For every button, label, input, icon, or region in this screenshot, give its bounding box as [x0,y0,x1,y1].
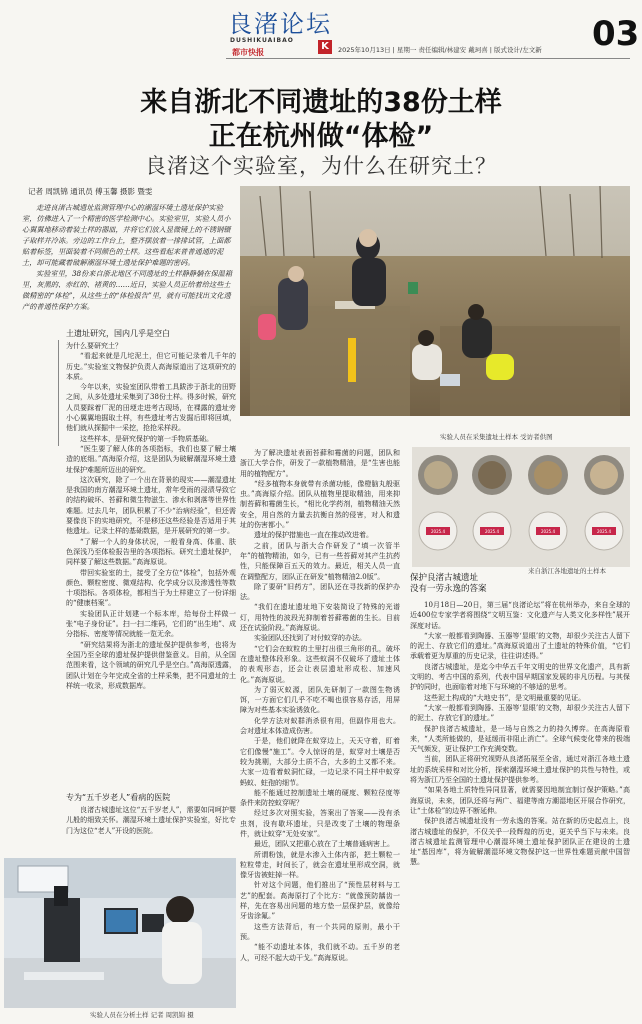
section-1-question: 为什么要研究土？ [66,342,122,350]
lead-paragraph [22,202,234,334]
mid-p5: 除了要研“旧药方”，团队还在寻找新的保护办法。 [240,582,400,602]
byline: 记者 周凯锦 通讯员 傅玉馨 摄影 暨雯 [28,187,153,196]
mid-p9: 为了弱灭蚁源，团队先研制了一款图生物诱饵，一方面它们几乎不吃不喝也很容易存活，用屏障为对些基本实验诱敛化。 [240,685,400,715]
mid-p16: 针对这个问题，他们推出了“预性层材料与工艺”的配套。高海原打了个比方：“就像预防龋齿一样，先在容易出问题的地方垫一层保护层，就像给牙齿涂氟。” [240,881,400,921]
section-3-body [410,600,630,1020]
section-2-heading: 专为“五千岁老人”看病的医院 [66,793,171,802]
caption-photo-samples: 来自浙江各地遗址的土样本 [528,567,606,575]
subheadline: 良渚这个实验室，为什么在研究土？ [145,154,497,178]
s1-p3: 这些样本，是研究保护的第一手物质基础。 [80,434,213,443]
newspaper-logo: K [318,40,332,54]
masthead-title: 良渚论坛 [228,10,332,38]
mid-p8: “它们会在蚁粒的土里打出很三角形的孔，破坏在遗址整体段形象。这些蚁洞不仅破坏了遗址土体的表观形态，还会让表层遗址形成松、加速风化。”高海原说。 [240,644,400,684]
s1-p8: 实验团队正计划建一个标本库，给每份土样做一张“电子身份证”。扫一扫二维码，它们的“出生地”、成分指标、密度等情况就能一览无余。 [66,609,236,639]
sample-label: 2025.4 [597,529,611,534]
mid-p18: “能不动遗址本体，我们就不动。五千岁的老人，可经不起大动干戈。”高海原说。 [240,943,400,962]
sample-label: 2025.4 [541,529,555,534]
s3-p8: “如果各地土质特性异同显著，就需要因地制宜制订保护策略。”高海原说，未来，团队还将与两广、福建等南方潮湿地区开展合作研究，让“土体检”的边界不断延伸。 [410,786,630,815]
mid-p3: 遗址的保护措施也一直在推动改进着。 [254,531,373,540]
mid-p7: 实验团队还找到了对付蚁穿的办法。 [254,634,366,643]
photo-soil-samples [412,447,630,567]
mid-p14: 最近，团队又把重心放在了土壤普通病害上。 [254,840,394,849]
caption-photo-top: 实验人员在采集遗址土样本 受访者供图 [440,433,553,441]
s1-p9: “研究结果将为浙北的遗址保护提供参考，也将为全国乃至全球的遗址保护提供借鉴意义。目前，从全国范围来看，这个领域的研究几乎是空白。”高海原透露，团队计划在今年完成全省的土样采集，把不同遗址的土样统一收录，形成数据库。 [66,640,236,690]
mid-p1: 为了解决遗址表面苔藓和霉菌的问题，团队和浙江大学合作，研发了一款植物精油，是“生害也能用的植物配方”。 [240,449,400,478]
s3-p9: 保护良渚古城遗址没有一劳永逸的答案。站在新的历史起点上，良渚古城遗址的保护，不仅关乎一段辉煌的历史，更关乎当下与未来。良渚古城遗址监测管理中心潮湿环境土遗址保护团队正在建设的土遗址“基因库”，将为破解潮湿环境文物保护这一世界性难题贡献中国智慧。 [410,817,630,867]
masthead-pinyin: DUSHIKUAIBAO [230,37,294,44]
s1-p1: “看起来就是几坨泥土，但它可能记录着几千年的历史。”实验室文物保护负责人高海原道出了这项研究的本质。 [66,352,236,381]
headline-line-1: 来自浙北不同遗址的38份土样 [140,87,502,118]
column-rule [58,340,59,446]
mid-p17: 这些方法背后，有一个共同的原则，最小干预。 [240,922,400,941]
lead-p2: 实验室里，38份来自浙北地区不同遗址的土样静静躺在保温箱里，灰黑的、赤红的、褚黄的……近日，实验人员正给着给这些土做精密的“体检”，从这些土的“体检报告”里，就有可能找出文化遗产的普通性保护方案。 [22,269,233,311]
s3-p4: 这些泥土构成的“大地史书”，是文明最重要的见证。 [424,693,586,702]
s3-p3: 良渚古城遗址，是迄今中华五千年文明史的世界文化遗产，具有新文明的、考古中国的系列，代表中国早期国家发展的非凡历程。与其保护的同时，也面临着对地下与环境的不够适的思考。 [410,662,630,692]
s3-p1: 10月18日—20日，第三届“良渚论坛”将在杭州举办，来自全球的近400位专家学者将围绕“文明互鉴：文化遗产与人类文化多样性”展开深度对话。 [410,601,630,630]
middle-column-body [240,448,400,1020]
mid-p10: 化学方法对蚁群消杀很有用，但副作用也大。会对遗址本体造成伤害。 [240,716,400,736]
mid-p4: 之前，团队与浙大合作研发了“填一次管半年”的植物精油，如今，已有一些苔藓对其产生抗药性，只能保障百五天的效力。最近，相关人员一直在调整配方，团队正在研发“植物精油2.0版”。 [240,541,400,581]
section-1-body [66,341,236,725]
masthead-rule [226,58,630,59]
caption-photo-lab: 实验人员在分析土样 记者 周凯锦 摄 [90,1011,194,1019]
page-number: 03 [592,14,640,54]
mid-p13: 经过多次对照实验，答案出了答案——没有杀虫剂，没有歇坏遗址，只是改变了土壤的物理条件，就让蚁穿“无处安家”。 [240,809,400,838]
section-1-heading: 土遗址研究，国内几乎是空白 [66,329,170,338]
mid-p2: “经多植物本身就带有杀菌功能，像橙脑丸般驱虫。”高海原介绍。团队从植物里提取精油，用来抑制苔藓和霉菌生长，“相比化学药剂，植物精油天然安全，用自然的力量去抗衡自然的侵害，对人和遗址的伤害都小。” [240,479,400,530]
s1-p6: “了解一个人的身体状况，一般看身高、体重、肤色深浅乃至体检报告里的各项指标。研究土遗址保护，同样要了解这些数据。”高海原说。 [66,537,236,567]
s1-p4: “医生要了解人体的各项指标，我们也要了解土壤造的底细。”高海原介绍，这是团队为破解潮湿环境土遗址保护难题所迈出的研究。 [66,444,236,474]
masthead-sub: 都市快报 [232,48,264,57]
s3-p5: “大家一般都看到陶器、玉器等‘显眼’的文物，却很少关注古人留下的泥土、存放它们的遗址。” [410,703,630,723]
s1-p2: 今年以来，实验室团队带着工具跋涉于浙北的田野之间，从多处遗址采集到了38份土样。得多时候，研究人员要踩着厂泥的田埂走进考古现场，在裸露的遗址旁小心翼翼地掘取土样，有些遗址考古发掘后即将回填，他们就从探掘中一采挖，抢抢采样段。 [66,383,236,433]
mid-p11: 于是，他们就降在蚁穿边上，天天守着，盯着它们像慢“施工”。令人惊讶的是，蚁穿对土壤是否较为挑剔，大部分土质不合，大多的土又都不来。大家一边看着蚁洞忙碌，一边记录不同土样中蚁穿蚂蚁、蛀孢的细节。 [240,737,400,787]
photo-field-sampling [240,186,630,430]
mid-p15: 所谓粉蚀，就是水渗入土体内部，把土颗粒一粒粒带走，时间长了，就会在遗址里形成空洞，就像牙齿被蛀掉一样。 [240,850,400,880]
lead-p1: 走进良渚古城遗址监测管理中心的潮湿环境土遗址保护实验室，仿佛进入了一个精密的医学检测中心。实验室里，实验人员小心翼翼地移动着装土样的器皿，并将它们放入显微镜上的不锈钢镊子取样并冷冻。旁边的工作台上，整齐摆放着一排排试管，上面都贴着标签，里面装着不同颜色的土样。这些看起来普普通通的泥土，却可能藏着破解潮湿环境土遗址保护难题的密码。 [22,203,231,267]
s3-p7: 当前，团队正将研究视野从良渚拓展至全省，通过对浙江各地土遗址的系统采样和对比分析，探索潮湿环境土遗址保护的共性与特性，或将为浙江乃至全国的土遗址保护提供参考。 [410,755,630,785]
mid-p12: 能不能通过控制遗址土壤的硬度、颗粒径度等条件来防控蚁穿呢？ [240,788,400,808]
s1-p5: 这次研究，除了一个出在背景的现实——潮湿遗址是我国的南方潮湿环境土遗址，常年受雨的浸渍导致它的结构破坏、苔藓和微生物滋生、渗水和剥落等世界性难题。过去几年，团队积累了不少“治病经验”，但还需要像良下的实地研究，不是移还这些经验是否适用于其他遗址。记录土样的基础数据，是开展研究的第一步。 [66,475,236,536]
section-3-heading: 保护良渚古城遗址 没有一劳永逸的答案 [410,573,487,594]
section-2-body [66,805,236,853]
masthead-date-line: 2025年10月13日 | 星期一 责任编辑/林建安 戴珂喜 | 版式设计/左文新 [338,46,542,54]
s3-p6: 保护良渚古城遗址，是一场与自然之力的持久博弈。在高海原看来，“人类所能做的，是延缓而非阻止消亡”。全球气候变化带来的极端天气频发，更让保护工作充满变数。 [410,724,630,754]
mid-p6: “我们在遗址遗址地下安装简设了特殊的光谱灯，用特性的波段光抑制着苔藓霉菌的生长。目前还在试验阶段。”高海原说。 [240,603,400,633]
s2-p1: 良渚古城遗址这位“五千岁老人”，需要如同呵护婴儿般的细致关怀。潮湿环境土遗址保护实验室，好比专门为这位“老人”开设的医院。 [66,806,236,835]
s1-p7: 带回实验室的土，接受了全方位“体检”，包括外观颜色、颗粒密度、微观结构、化学成分以及渗透性等数十项指标。各项体检，都相当于为土样建立了一份详细的“健康档案”。 [66,568,236,608]
sample-label: 2025.4 [485,529,499,534]
sample-label: 2025.4 [431,529,445,534]
photo-lab-analysis [4,858,236,1008]
headline-line-2: 正在杭州做“体检” [208,121,434,152]
s3-p2: “大家一般都看到陶器、玉器等‘显眼’的文物，却很少关注古人留下的泥土、存放它们的遗址。”高海原说道出了土遗址的特殊价值，“它们承载着更为厚重的历史记录，往往讲述得。” [410,631,630,661]
